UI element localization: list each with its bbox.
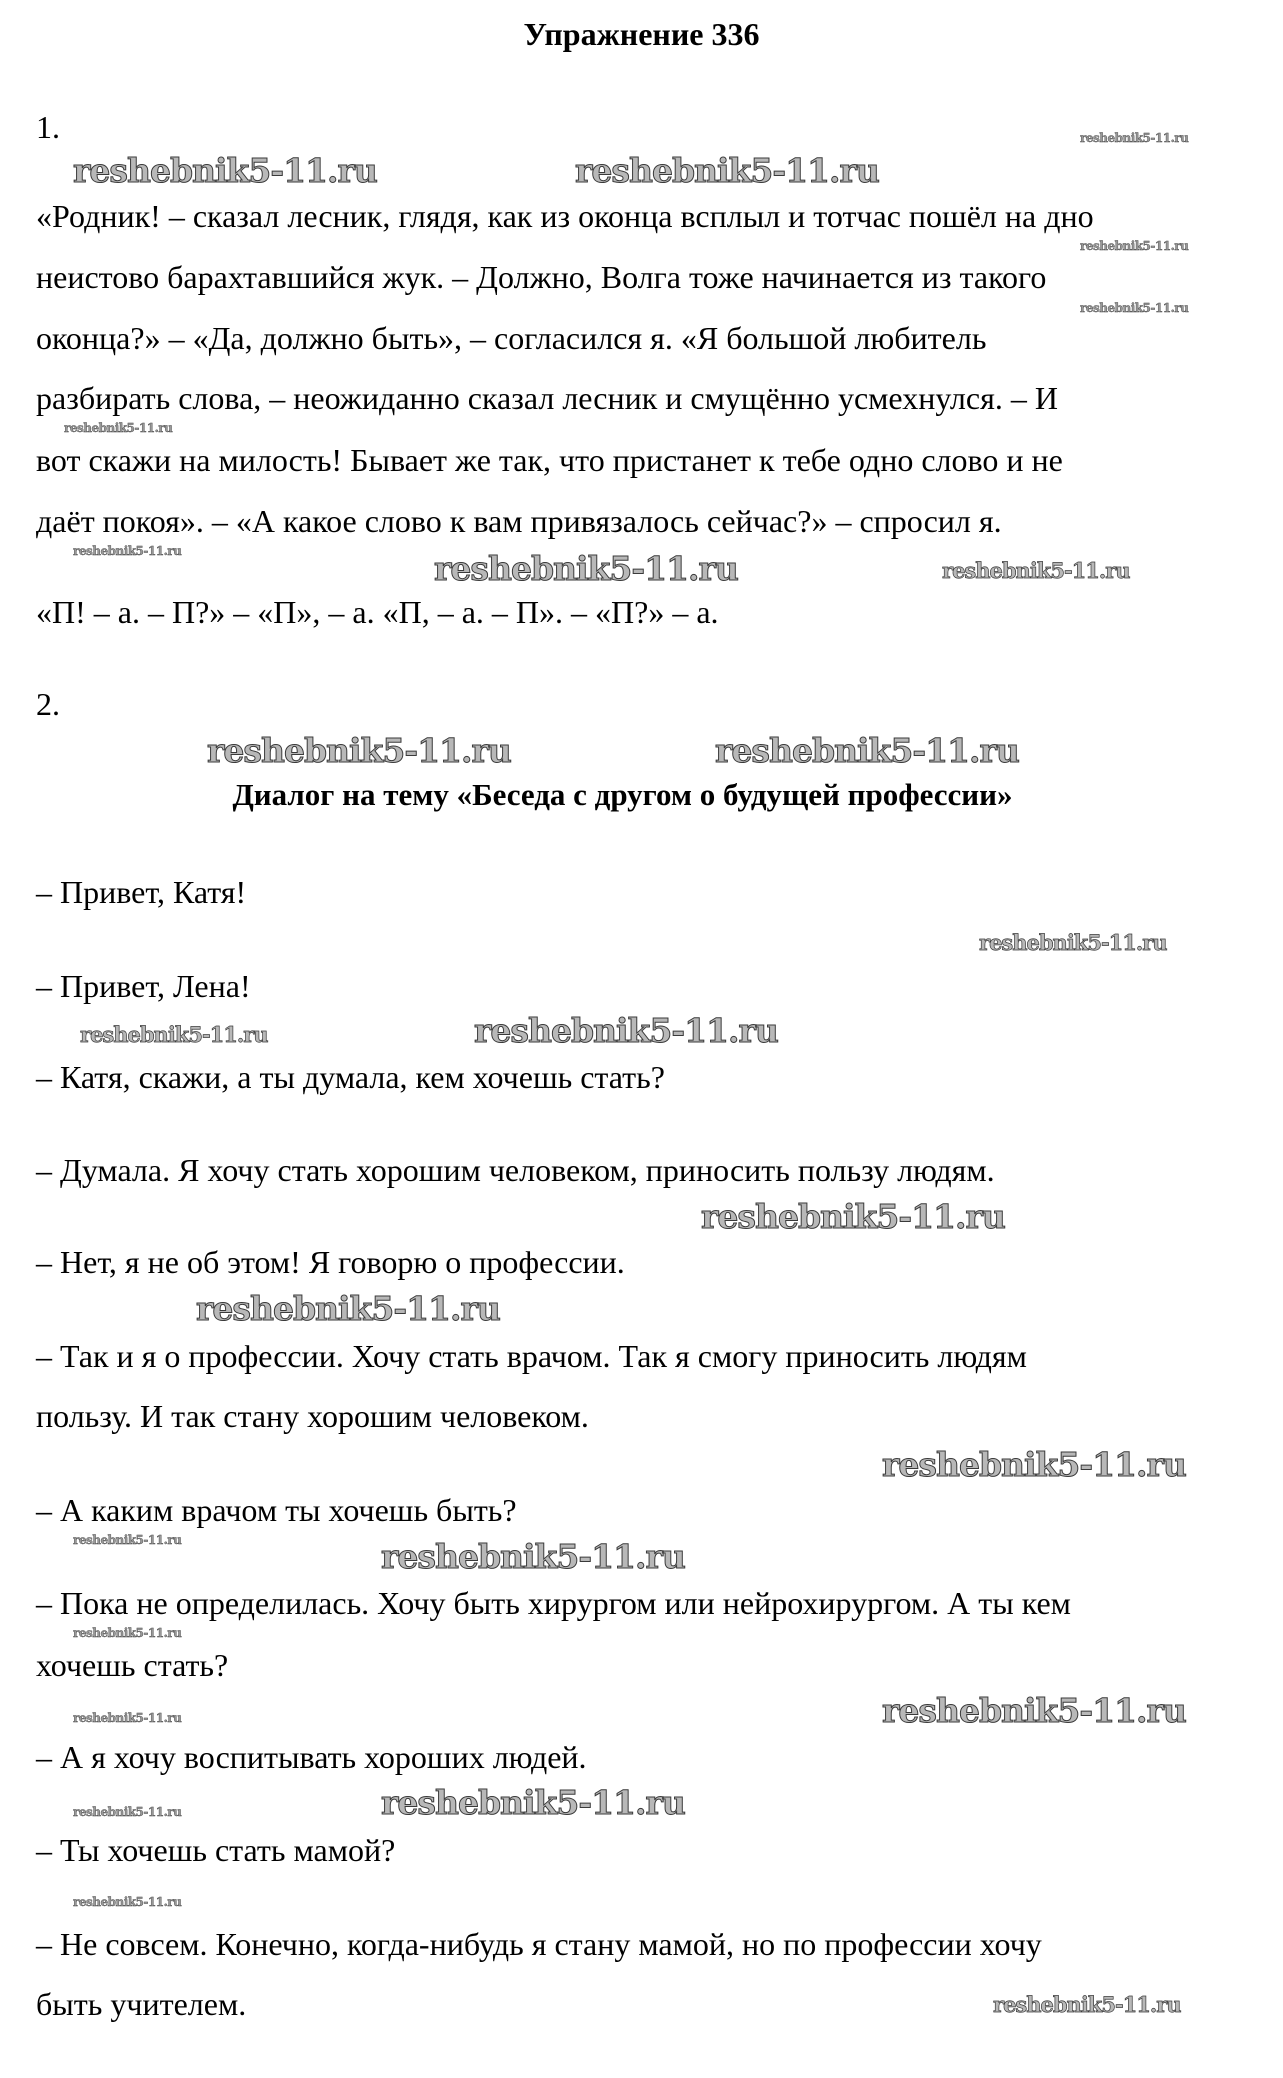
dialog-line: – А я хочу воспитывать хороших людей. <box>36 1739 587 1775</box>
watermark: reshebnik5-11.ru <box>80 1022 268 1047</box>
part-2-number: 2. <box>36 686 60 722</box>
text-line: оконца?» – «Да, должно быть», – согласился я. «Я большой любитель <box>36 320 987 356</box>
dialog-line: – Так и я о профессии. Хочу стать врачом. Так я смогу приносить людям <box>36 1338 1027 1374</box>
dialog-line: быть учителем. <box>36 1986 247 2022</box>
watermark: reshebnik5-11.ru <box>715 731 1019 770</box>
dialog-heading: Диалог на тему «Беседа с другом о будущей профессии» <box>232 777 1013 812</box>
dialog-line: – Привет, Катя! <box>36 874 247 910</box>
dialog-line: – Катя, скажи, а ты думала, кем хочешь стать? <box>36 1059 665 1095</box>
watermark: reshebnik5-11.ru <box>64 421 173 435</box>
watermark: reshebnik5-11.ru <box>381 1537 685 1576</box>
watermark: reshebnik5-11.ru <box>207 731 511 770</box>
watermark: reshebnik5-11.ru <box>882 1691 1186 1730</box>
watermark: reshebnik5-11.ru <box>1080 131 1189 145</box>
dialog-line: – Не совсем. Конечно, когда-нибудь я стану мамой, но по профессии хочу <box>36 1926 1042 1962</box>
watermark: reshebnik5-11.ru <box>73 1711 182 1725</box>
watermark: reshebnik5-11.ru <box>474 1011 778 1050</box>
text-line: вот скажи на милость! Бывает же так, что пристанет к тебе одно слово и не <box>36 442 1063 478</box>
watermark: reshebnik5-11.ru <box>993 1992 1181 2017</box>
punctuation-scheme: «П! – а. – П?» – «П», – а. «П, – а. – П». – «П?» – а. <box>36 594 719 630</box>
text-line: даёт покоя». – «А какое слово к вам привязалось сейчас?» – спросил я. <box>36 503 1002 539</box>
watermark: reshebnik5-11.ru <box>979 930 1167 955</box>
watermark: reshebnik5-11.ru <box>196 1289 500 1328</box>
watermark: reshebnik5-11.ru <box>701 1197 1005 1236</box>
watermark: reshebnik5-11.ru <box>73 151 377 190</box>
watermark: reshebnik5-11.ru <box>73 1626 182 1640</box>
dialog-line: – Думала. Я хочу стать хорошим человеком, приносить пользу людям. <box>36 1152 995 1188</box>
watermark: reshebnik5-11.ru <box>73 544 182 558</box>
dialog-line: – Нет, я не об этом! Я говорю о профессии. <box>36 1244 625 1280</box>
watermark: reshebnik5-11.ru <box>73 1533 182 1547</box>
watermark: reshebnik5-11.ru <box>73 1895 182 1909</box>
text-line: неистово барахтавшийся жук. – Должно, Волга тоже начинается из такого <box>36 259 1047 295</box>
dialog-line: пользу. И так стану хорошим человеком. <box>36 1398 589 1434</box>
watermark: reshebnik5-11.ru <box>73 1805 182 1819</box>
watermark: reshebnik5-11.ru <box>942 558 1130 583</box>
page-title: Упражнение 336 <box>523 16 760 52</box>
dialog-line: – Привет, Лена! <box>36 968 251 1004</box>
watermark: reshebnik5-11.ru <box>1080 301 1189 315</box>
watermark: reshebnik5-11.ru <box>1080 239 1189 253</box>
text-line: разбирать слова, – неожиданно сказал лесник и смущённо усмехнулся. – И <box>36 380 1058 416</box>
dialog-line: – А каким врачом ты хочешь быть? <box>36 1492 517 1528</box>
dialog-line: – Ты хочешь стать мамой? <box>36 1832 396 1868</box>
dialog-line: – Пока не определилась. Хочу быть хирургом или нейрохирургом. А ты кем <box>36 1585 1071 1621</box>
text-line: «Родник! – сказал лесник, глядя, как из оконца всплыл и тотчас пошёл на дно <box>36 198 1094 234</box>
watermark: reshebnik5-11.ru <box>381 1783 685 1822</box>
watermark: reshebnik5-11.ru <box>434 549 738 588</box>
watermark: reshebnik5-11.ru <box>882 1445 1186 1484</box>
dialog-line: хочешь стать? <box>36 1647 229 1683</box>
part-1-number: 1. <box>36 109 60 145</box>
watermark: reshebnik5-11.ru <box>575 151 879 190</box>
